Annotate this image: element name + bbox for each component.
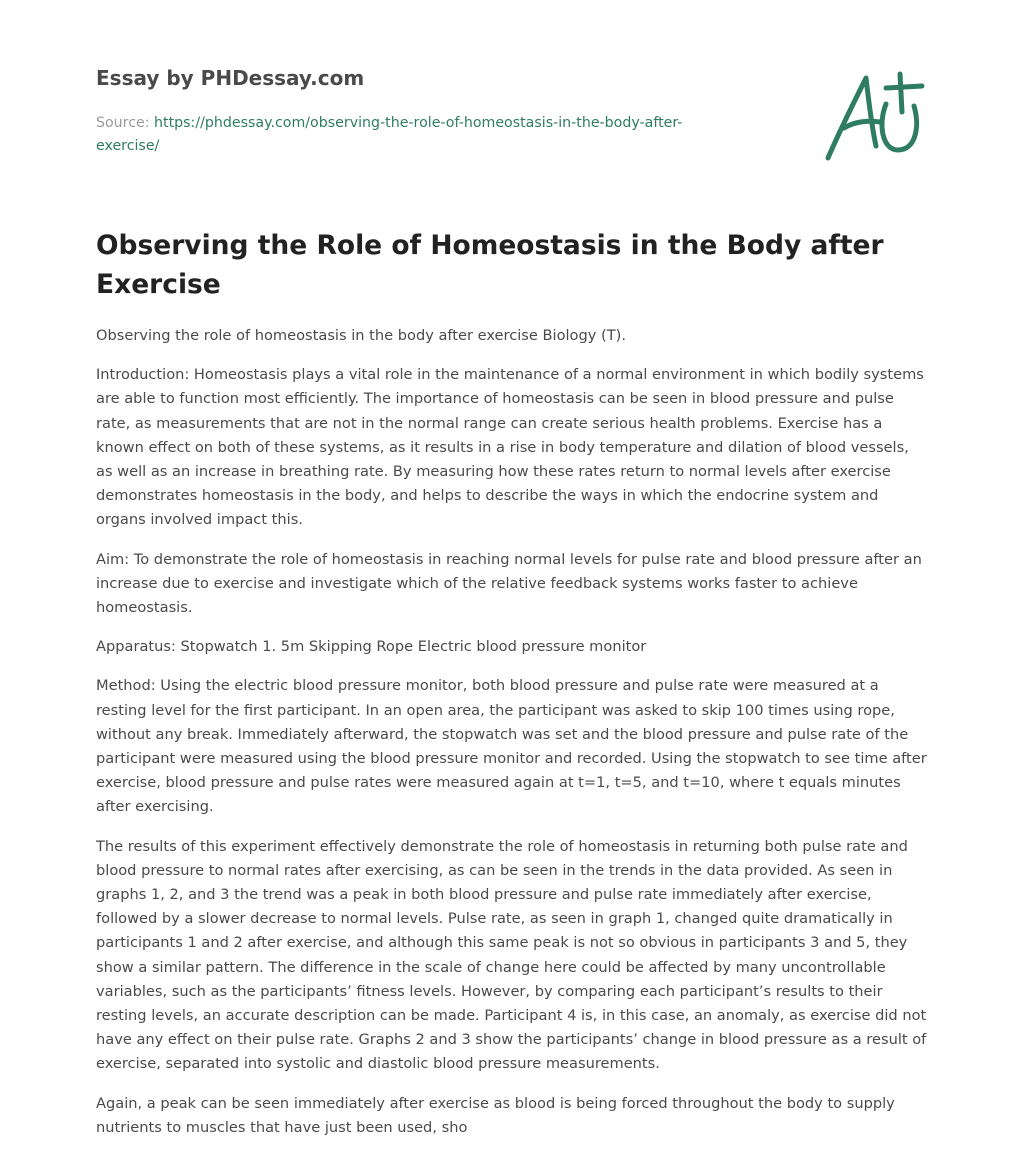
- essay-title: Observing the Role of Homeostasis in the Body after Exercise: [96, 230, 884, 300]
- essay-body: [96, 324, 928, 1155]
- paragraph: Again, a peak can be seen immediately after exercise as blood is being forced throughout the body to supply nutrients to muscles that have just been used, sho: [96, 1094, 895, 1136]
- paragraph: Aim: To demonstrate the role of homeostasis in reaching normal levels for pulse rate and blood pressure after an increase due to exercise and investigate which of the relative feedback systems works faster to achieve homeostasis.: [96, 550, 922, 617]
- paragraph: Apparatus: Stopwatch 1. 5m Skipping Rope Electric blood pressure monitor: [96, 638, 647, 656]
- a-plus-logo-icon: [820, 66, 926, 166]
- paragraph: Introduction: Homeostasis plays a vital role in the maintenance of a normal environment in which bodily systems are able to function most efficiently. The importance of homeostasis can be seen in blood pressure and pulse rate, as measurements that are not in the normal range can create serious health problems. Exercise has a known effect on both of these systems, as it results in a rise in body temperature and dilation of blood vessels, as well as an increase in breathing rate. By measuring how these rates return to normal levels after exercise demonstrates homeostasis in the body, and helps to describe the ways in which the endocrine system and organs involved impact this.: [96, 366, 924, 529]
- paragraph: Method: Using the electric blood pressure monitor, both blood pressure and pulse rate were measured at a resting level for the first participant. In an open area, the participant was asked to skip 100 times using rope, without any break. Immediately afterward, the stopwatch was set and the blood pressure and pulse rate of the participant were measured using the blood pressure monitor and recorded. Using the stopwatch to see time after exercise, blood pressure and pulse rates were measured again at t=1, t=5, and t=10, where t equals minutes after exercising.: [96, 677, 927, 816]
- site-title: Essay by PHDessay.com: [96, 66, 365, 90]
- paragraph: The results of this experiment effectively demonstrate the role of homeostasis in returning both pulse rate and blood pressure to normal rates after exercising, as can be seen in the trends in the data provided. As seen in graphs 1, 2, and 3 the trend was a peak in both blood pressure and pulse rate immediately after exercise, followed by a slower decrease to normal levels. Pulse rate, as seen in graph 1, changed quite dramatically in participants 1 and 2 after exercise, and although this same peak is not so obvious in participants 3 and 5, they show a similar pattern. The difference in the scale of change here could be affected by many uncontrollable variables, such as the participants’ fitness levels. However, by comparing each participant’s results to their resting levels, an accurate description can be made. Participant 4 is, in this case, an anomaly, as exercise did not have any effect on their pulse rate. Graphs 2 and 3 show the participants’ change in blood pressure as a result of exercise, separated into systolic and diastolic blood pressure measurements.: [96, 837, 927, 1073]
- paragraph: Observing the role of homeostasis in the body after exercise Biology (T).: [96, 327, 626, 344]
- source-line: [96, 112, 736, 158]
- source-label: Source:: [96, 115, 150, 131]
- source-link[interactable]: https://phdessay.com/observing-the-role-of-homeostasis-in-the-body-after-exercise/: [96, 115, 683, 154]
